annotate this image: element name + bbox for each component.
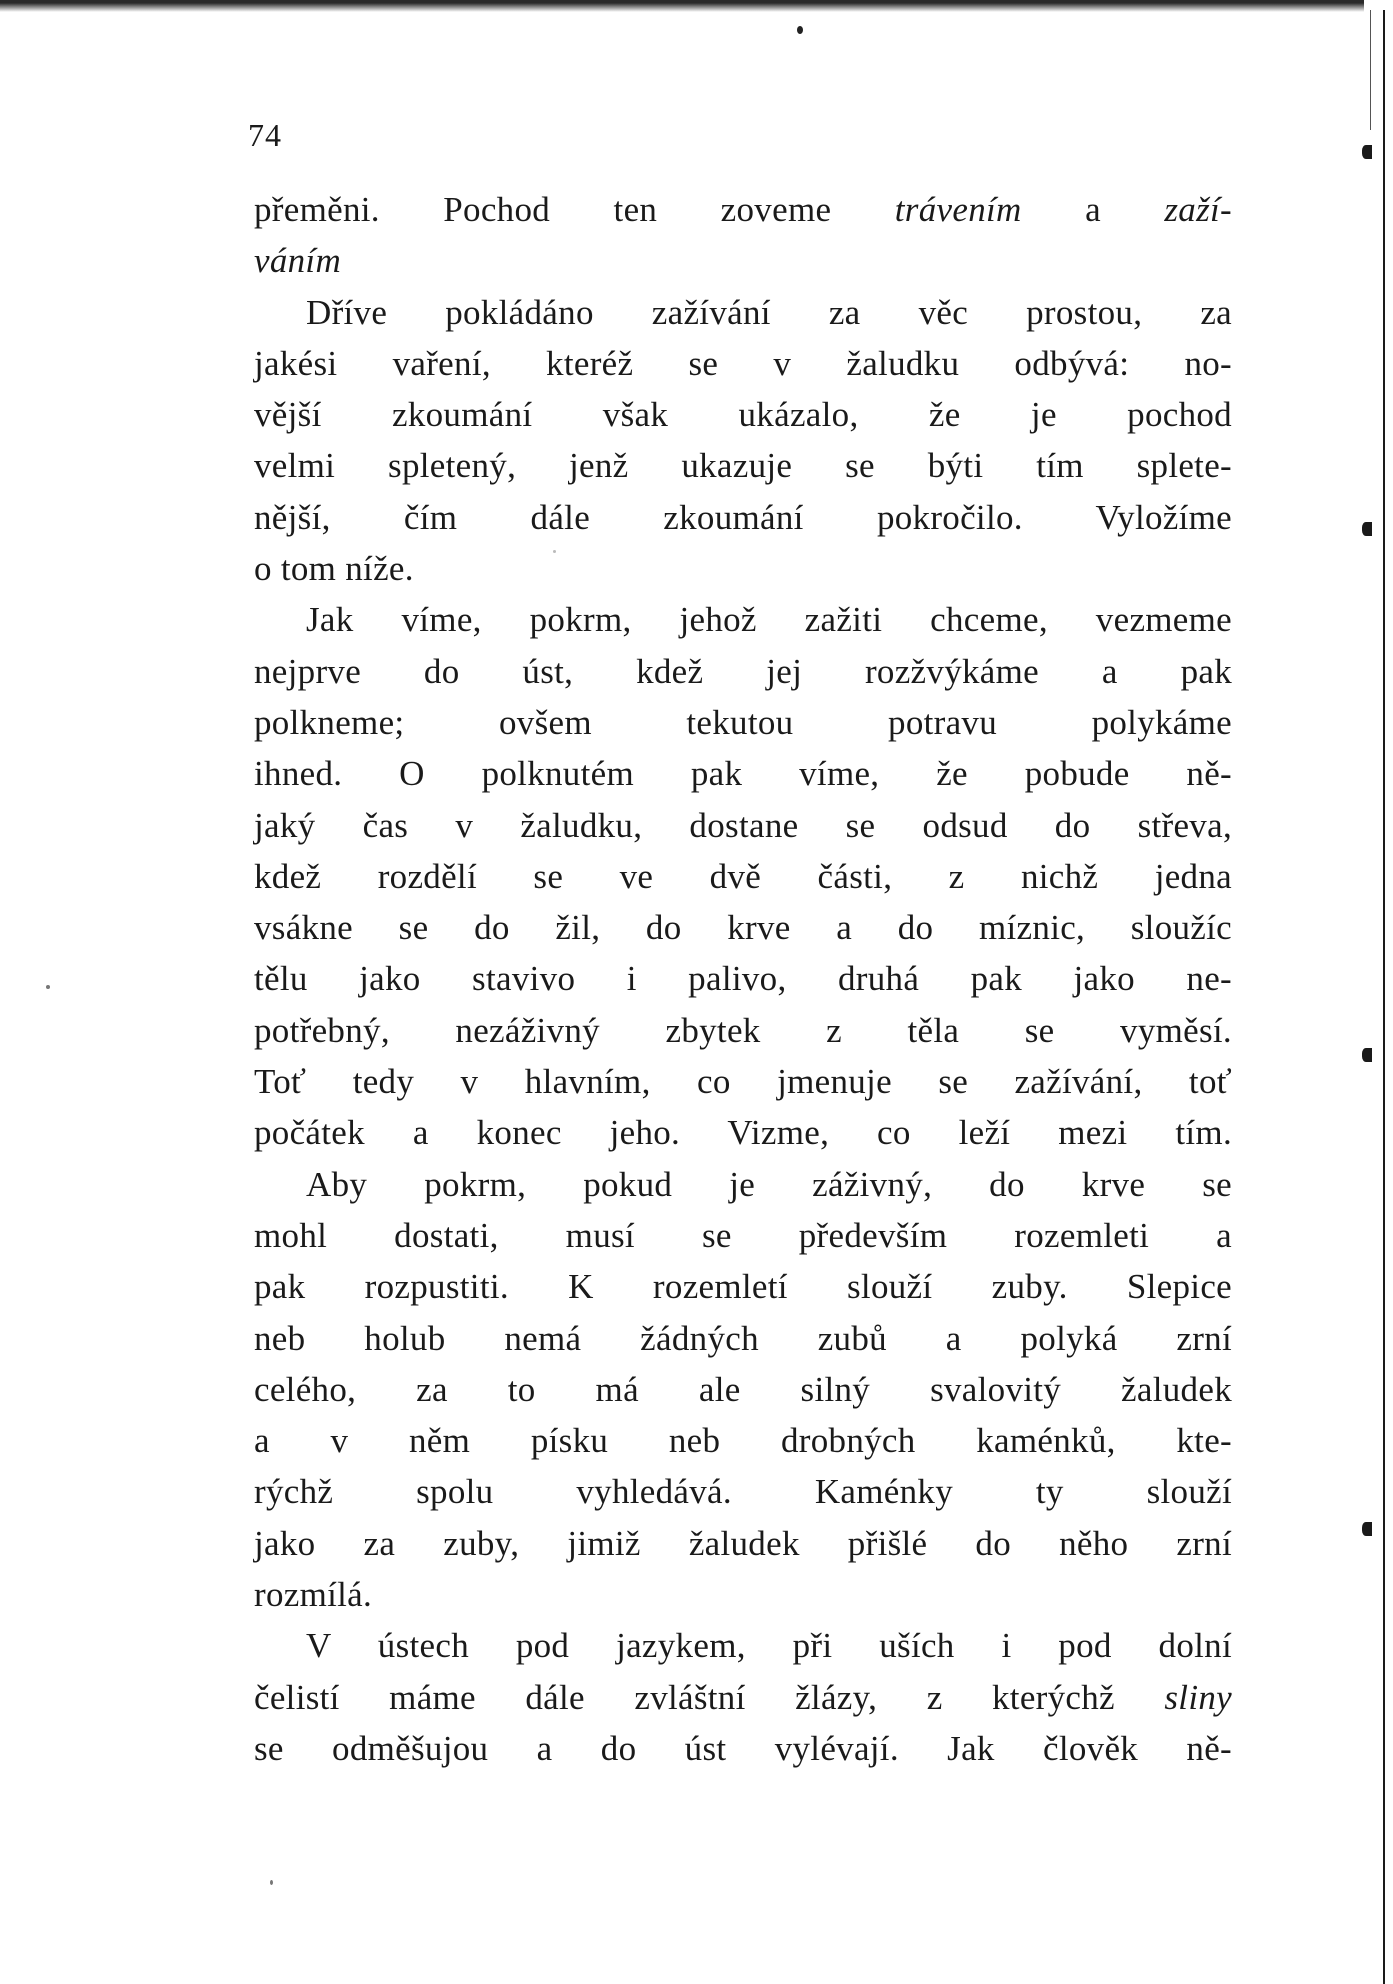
text-line (254, 646, 1232, 697)
text-segment: o tom níže. (254, 549, 414, 589)
text-line (254, 389, 1232, 440)
text-line (254, 184, 1232, 235)
text-segment: čelistí máme dále zvláštní žlázy, z kterýchž (254, 1677, 1165, 1717)
text-segment: Dříve pokládáno zažívání za věc prostou, za (306, 292, 1232, 332)
text-line (254, 1620, 1232, 1671)
scan-speck (270, 1880, 273, 1885)
text-line (254, 1313, 1232, 1364)
text-line (254, 440, 1232, 491)
text-segment: Toť tedy v hlavním, co jmenuje se zažívání, toť (254, 1062, 1232, 1102)
text-segment: velmi spletený, jenž ukazuje se býti tím splete- (254, 446, 1232, 486)
text-line (254, 543, 1232, 594)
text-segment: V ústech pod jazykem, při uších i pod dolní (306, 1626, 1232, 1666)
text-segment: a v něm písku neb drobných kaménků, kte- (254, 1421, 1232, 1461)
text-line (254, 1569, 1232, 1620)
text-segment: kdež rozdělí se ve dvě části, z nichž jedna (254, 856, 1232, 896)
text-line (254, 1364, 1232, 1415)
scan-binding-notch (1362, 145, 1372, 159)
text-segment: neb holub nemá žádných zubů a polyká zrní (254, 1318, 1232, 1358)
text-segment: jakési vaření, kteréž se v žaludku odbývá: no- (254, 343, 1232, 383)
text-line (254, 235, 1232, 286)
text-segment: polkneme; ovšem tekutou potravu polykáme (254, 702, 1232, 742)
text-segment: jaký čas v žaludku, dostane se odsud do střeva, (254, 805, 1232, 845)
text-line (254, 902, 1232, 953)
text-line (254, 492, 1232, 543)
text-line (254, 748, 1232, 799)
scan-right-border (1383, 10, 1385, 1984)
italic-term: sliny (1164, 1677, 1232, 1717)
text-line (254, 338, 1232, 389)
text-line (254, 594, 1232, 645)
text-line (254, 1005, 1232, 1056)
scan-speck (797, 26, 803, 34)
text-segment: Jak víme, pokrm, jehož zažiti chceme, vezmeme (306, 600, 1232, 640)
text-segment: tělu jako stavivo i palivo, druhá pak jako ne- (254, 959, 1232, 999)
text-segment: rýchž spolu vyhledává. Kaménky ty slouží (254, 1472, 1232, 1512)
text-segment: se odměšujou a do úst vylévají. Jak člověk ně- (254, 1728, 1232, 1768)
text-line (254, 1210, 1232, 1261)
scan-top-edge (0, 0, 1393, 18)
text-segment: mohl dostati, musí se především rozemleti a (254, 1215, 1232, 1255)
text-segment: ihned. O polknutém pak víme, že pobude ně- (254, 754, 1232, 794)
text-line (254, 287, 1232, 338)
text-segment: jako za zuby, jimiž žaludek přišlé do něho zrní (254, 1523, 1232, 1563)
text-line (254, 1518, 1232, 1569)
text-line (254, 1466, 1232, 1517)
scan-right-margin (1364, 0, 1393, 1984)
text-line (254, 1672, 1232, 1723)
text-segment: celého, za to má ale silný svalovitý žaludek (254, 1369, 1232, 1409)
text-line (254, 800, 1232, 851)
text-segment: přeměni. Pochod ten zoveme (254, 190, 895, 229)
scan-speck (46, 985, 50, 989)
text-segment: vsákne se do žil, do krve a do míznic, sloužíc (254, 908, 1232, 948)
italic-term: trávením (894, 190, 1022, 229)
text-line (254, 953, 1232, 1004)
text-line (254, 1723, 1232, 1774)
text-segment: potřebný, nezáživný zbytek z těla se vyměsí. (254, 1010, 1232, 1050)
text-line (254, 1159, 1232, 1210)
scan-binding-notch (1362, 522, 1372, 536)
scan-binding-notch (1362, 1048, 1372, 1062)
text-segment: počátek a konec jeho. Vizme, co leží mezi tím. (254, 1113, 1232, 1153)
text-segment: nejprve do úst, kdež jej rozžvýkáme a pak (254, 651, 1232, 691)
text-segment: rozmílá. (254, 1575, 373, 1615)
text-line (254, 1107, 1232, 1158)
scan-right-border-inner (1370, 10, 1371, 130)
text-line (254, 697, 1232, 748)
italic-term: váním (254, 241, 342, 281)
text-segment: Aby pokrm, pokud je záživný, do krve se (306, 1164, 1232, 1204)
text-line (254, 1261, 1232, 1312)
italic-term: zaží- (1164, 190, 1232, 229)
text-line (254, 1056, 1232, 1107)
text-segment: a (1021, 190, 1165, 229)
text-segment: pak rozpustiti. K rozemletí slouží zuby. Slepice (254, 1267, 1232, 1307)
text-line (254, 851, 1232, 902)
text-line (254, 1415, 1232, 1466)
page-number: 74 (248, 117, 282, 153)
scan-binding-notch (1362, 1522, 1372, 1536)
text-segment: nější, čím dále zkoumání pokročilo. Vyložíme (254, 497, 1232, 537)
text-segment: vější zkoumání však ukázalo, že je pochod (254, 395, 1232, 435)
body-text (254, 184, 1232, 1774)
